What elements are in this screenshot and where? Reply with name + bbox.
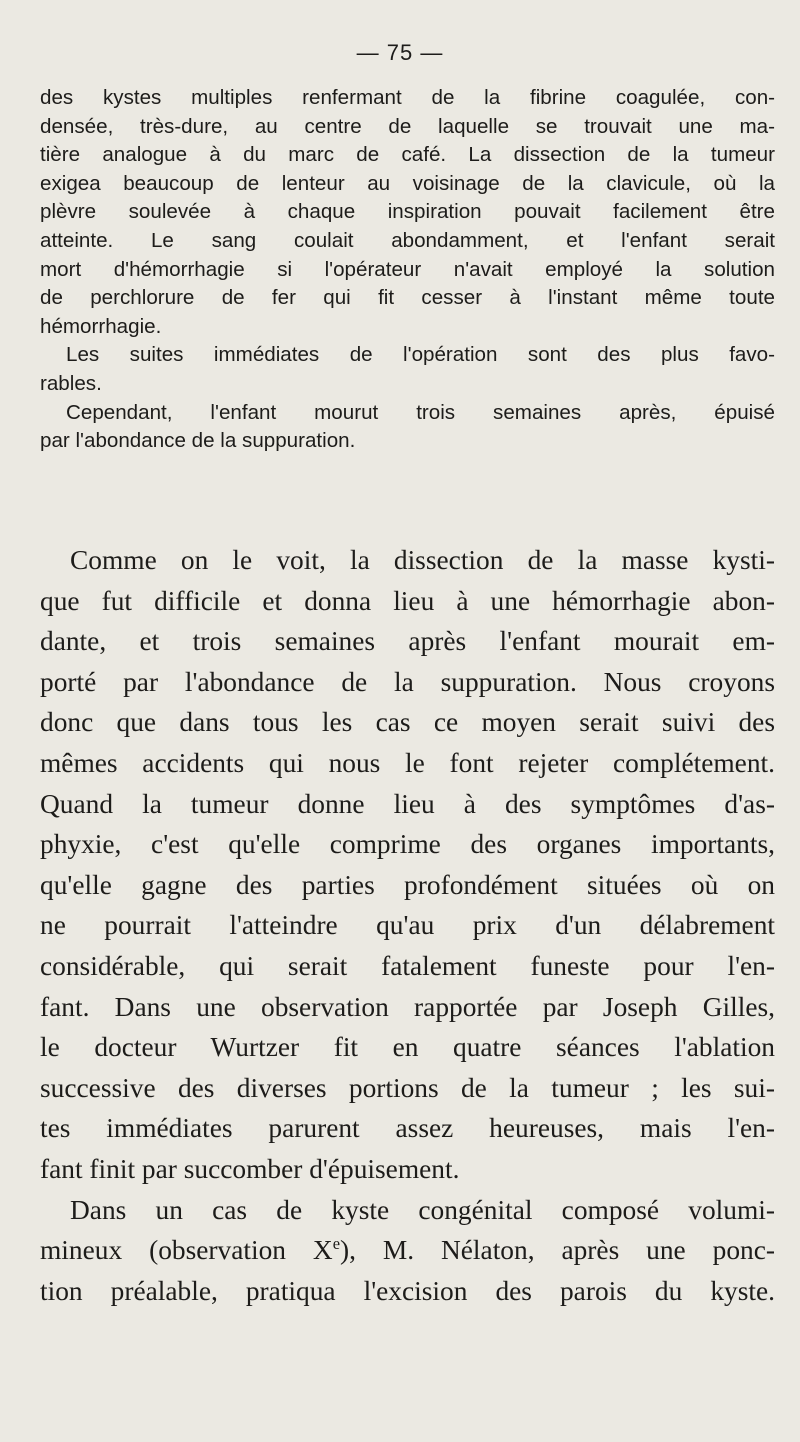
paragraph-kyste-congenital — [40, 1190, 775, 1312]
text-line: le docteur Wurtzer fit en quatre séances l'ablation — [40, 1032, 775, 1063]
large-print-block — [40, 540, 775, 1311]
text-line — [40, 1230, 775, 1271]
text-line: atteinte. Le sang coulait abondamment, et l'enfant serait — [40, 228, 775, 252]
paragraph-dissection — [40, 84, 775, 341]
text-line: fant finit par succomber d'épuisement. — [40, 1153, 460, 1184]
text-line: tière analogue à du marc de café. La dissection de la tumeur — [40, 143, 775, 167]
text-line: porté par l'abondance de la suppuration. Nous croyons — [40, 666, 775, 697]
text-line: densée, très-dure, au centre de laquelle se trouvait une ma- — [40, 114, 775, 138]
text-line: phyxie, c'est qu'elle comprime des organes importants, — [40, 829, 775, 860]
text-line: hémorrhagie. — [40, 314, 162, 338]
text-line: tion préalable, pratiqua l'excision des parois du kyste. — [40, 1275, 775, 1306]
text-line: mêmes accidents qui nous le font rejeter complétement. — [40, 747, 775, 778]
text-line: donc que dans tous les cas ce moyen serait suivi des — [40, 707, 775, 738]
text-line: qu'elle gagne des parties profondément situées où on — [40, 869, 775, 900]
text-line: exigea beaucoup de lenteur au voisinage de la clavicule, où la — [40, 171, 775, 195]
text-line: dante, et trois semaines après l'enfant mourait em- — [40, 626, 775, 657]
text-line: successive des diverses portions de la tumeur ; les sui- — [40, 1072, 775, 1103]
text-line: ne pourrait l'atteindre qu'au prix d'un délabrement — [40, 910, 775, 941]
page-number: — 75 — — [356, 40, 444, 65]
text-line: Les suites immédiates de l'opération sont des plus favo- — [66, 343, 775, 367]
text-line: tes immédiates parurent assez heureuses, mais l'en- — [40, 1113, 775, 1144]
text-line: rables. — [40, 371, 102, 395]
text-segment: mineux (observation X — [40, 1235, 333, 1266]
text-line: que fut difficile et donna lieu à une hémorrhagie abon- — [40, 585, 775, 616]
text-line: plèvre soulevée à chaque inspiration pouvait facilement être — [40, 200, 775, 224]
text-line: Dans un cas de kyste congénital composé volumi- — [70, 1194, 775, 1225]
text-segment: ), M. Nélaton, après une ponc- — [339, 1235, 775, 1266]
text-line: par l'abondance de la suppuration. — [40, 429, 356, 453]
text-line: des kystes multiples renfermant de la fibrine coagulée, con- — [40, 86, 775, 109]
paragraph-cependant — [40, 399, 775, 456]
text-line: fant. Dans une observation rapportée par Joseph Gilles, — [40, 991, 775, 1022]
small-print-block — [40, 84, 775, 456]
text-line: Comme on le voit, la dissection de la masse kysti- — [70, 545, 775, 575]
text-line: de perchlorure de fer qui fit cesser à l'instant même toute — [40, 286, 775, 310]
superscript: e — [332, 1233, 340, 1253]
text-line: mort d'hémorrhagie si l'opérateur n'avait employé la solution — [40, 257, 775, 281]
text-line: Quand la tumeur donne lieu à des symptômes d'as- — [40, 788, 775, 819]
text-line: Cependant, l'enfant mourut trois semaines après, épuisé — [66, 400, 775, 424]
paragraph-comme-on-le-voit — [40, 540, 775, 1190]
paragraph-suites — [40, 341, 775, 398]
text-line: considérable, qui serait fatalement funeste pour l'en- — [40, 950, 775, 981]
